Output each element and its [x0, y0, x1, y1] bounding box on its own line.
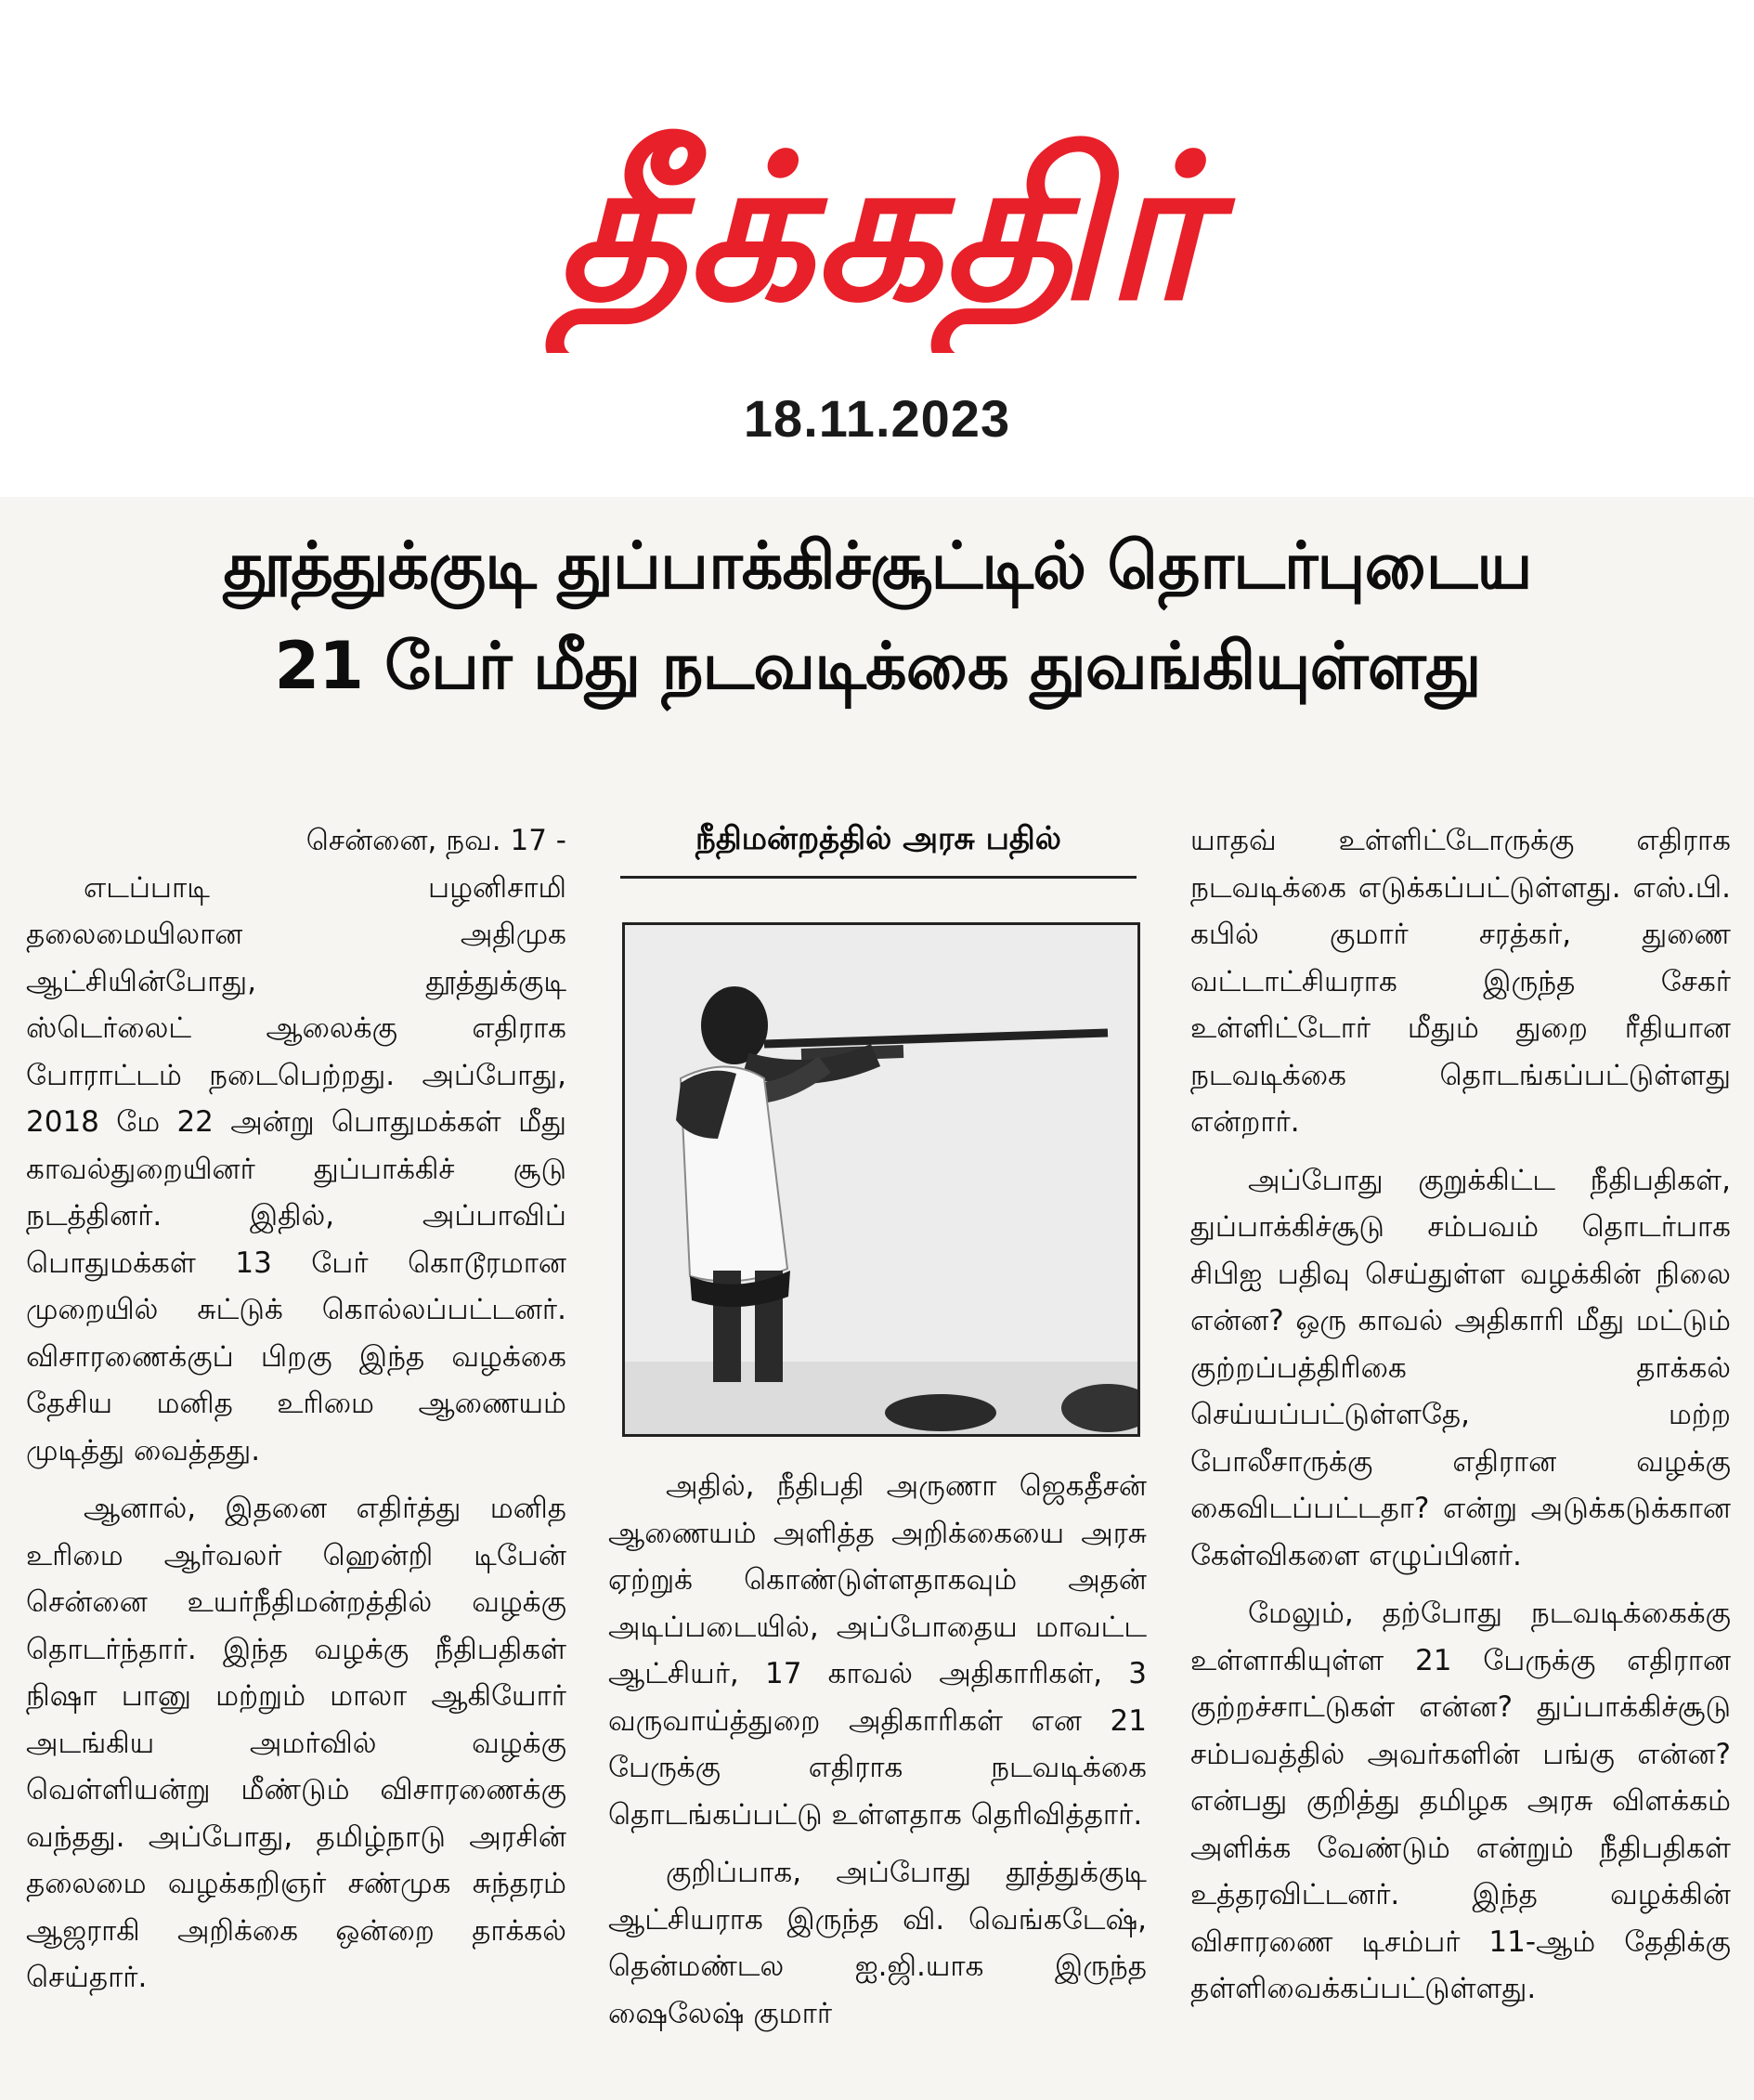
- column-3-paragraph-2: அப்போது குறுக்கிட்ட நீதிபதிகள், துப்பாக்கிச்சூடு சம்பவம் தொடர்பாக சிபிஐ பதிவு செய்துள்ள வழக்கின் நிலை என்ன? ஒரு காவல் அதிகாரி மீது மட்டும் குற்றப்பத்திரிகை தாக்கல் செய்யப்பட்டுள்ளதே, மற்ற போலீசாருக்கு எதிரான வழக்கு கைவிடப்பட்டதா? என்று அடுக்கடுக்கான கேள்விகளை எழுப்பினர்.: [1190, 1163, 1731, 1572]
- subheading: நீதிமன்றத்தில் அரசு பதில்: [620, 820, 1137, 879]
- headline-line-2: 21 பேர் மீது நடவடிக்கை துவங்கியுள்ளது: [274, 628, 1481, 704]
- dateline: சென்னை, நவ. 17 -: [305, 824, 566, 857]
- column-1-paragraph-1: எடப்பாடி பழனிசாமி தலைமையிலான அதிமுக ஆட்சியின்போது, தூத்துக்குடி ஸ்டெர்லைட் ஆலைக்கு எதிராக போராட்டம் நடைபெற்றது. அப்போது, 2018 மே 22 அன்று பொதுமக்கள் மீது காவல்துறையினர் துப்பாக்கிச் சூடு நடத்தினர். இதில், அப்பாவிப் பொதுமக்கள் 13 பேர் கொடூரமான முறையில் சுட்டுக் கொல்லப்பட்டனர். விசாரணைக்குப் பிறகு இந்த வழக்கை தேசிய மனித உரிமை ஆணையம் முடித்து வைத்தது.: [26, 870, 566, 1467]
- column-3: [1190, 817, 1731, 2024]
- column-3-paragraph-1: யாதவ் உள்ளிட்டோருக்கு எதிராக நடவடிக்கை எடுக்கப்பட்டுள்ளது. எஸ்.பி. கபில் குமார் சரத்கர், துணை வட்டாட்சியராக இருந்த சேகர் உள்ளிட்டோர் மீதும் துறை ரீதியான நடவடிக்கை தொடங்கப்பட்டுள்ளது என்றார்.: [1190, 824, 1731, 1139]
- column-3-paragraph-3: மேலும், தற்போது நடவடிக்கைக்கு உள்ளாகியுள்ள 21 பேருக்கு எதிரான குற்றச்சாட்டுகள் என்ன? துப்பாக்கிச்சூடு சம்பவத்தில் அவர்களின் பங்கு என்ன? என்பது குறித்து தமிழக அரசு விளக்கம் அளிக்க வேண்டும் என்றும் நீதிபதிகள் உத்தரவிட்டனர். இந்த வழக்கின் விசாரணை டிசம்பர் 11-ஆம் தேதிக்கு தள்ளிவைக்கப்பட்டுள்ளது.: [1190, 1597, 1731, 2005]
- headline-line-1: தூத்துக்குடி துப்பாக்கிச்சூட்டில் தொடர்புடைய: [223, 528, 1532, 604]
- article-photo: [622, 922, 1140, 1437]
- column-1-paragraph-2: ஆனால், இதனை எதிர்த்து மனித உரிமை ஆர்வலர் ஹென்றி டிபேன் சென்னை உயர்நீதிமன்றத்தில் வழக்கு தொடர்ந்தார். இந்த வழக்கு நீதிபதிகள் நிஷா பானு மற்றும் மாலா ஆகியோர் அடங்கிய அமர்வில் வழக்கு வெள்ளியன்று மீண்டும் விசாரணைக்கு வந்தது. அப்போது, தமிழ்நாடு அரசின் தலைமை வழக்கறிஞர் சண்முக சுந்தரம் ஆஜராகி அறிக்கை ஒன்றை தாக்கல் செய்தார்.: [26, 1492, 566, 1994]
- column-2-body: [608, 1463, 1147, 2048]
- column-1: [26, 817, 566, 2013]
- news-clipping: [0, 497, 1754, 2100]
- masthead: [0, 0, 1754, 492]
- column-2-paragraph-1: அதில், நீதிபதி அருணா ஜெகதீசன் ஆணையம் அளித்த அறிக்கையை அரசு ஏற்றுக் கொண்டுள்ளதாகவும் அதன் அடிப்படையில், அப்போதைய மாவட்ட ஆட்சியர், 17 காவல் அதிகாரிகள், 3 வருவாய்த்துறை அதிகாரிகள் என 21 பேருக்கு எதிராக நடவடிக்கை தொடங்கப்பட்டு உள்ளதாக தெரிவித்தார்.: [608, 1469, 1147, 1832]
- rifle-shooter-photo-icon: [625, 925, 1137, 1434]
- logo-wordmark: [520, 84, 1244, 353]
- column-2-paragraph-2: குறிப்பாக, அப்போது தூத்துக்குடி ஆட்சியராக இருந்த வி. வெங்கடேஷ், தென்மண்டல ஐ.ஜி.யாக இருந்த ஷைலேஷ் குமார்: [608, 1856, 1147, 2030]
- newspaper-logo: [520, 84, 1244, 353]
- publication-date: 18.11.2023: [743, 389, 1011, 448]
- logo-text: தீக்கதிர்: [555, 111, 1209, 345]
- headline: [28, 515, 1727, 716]
